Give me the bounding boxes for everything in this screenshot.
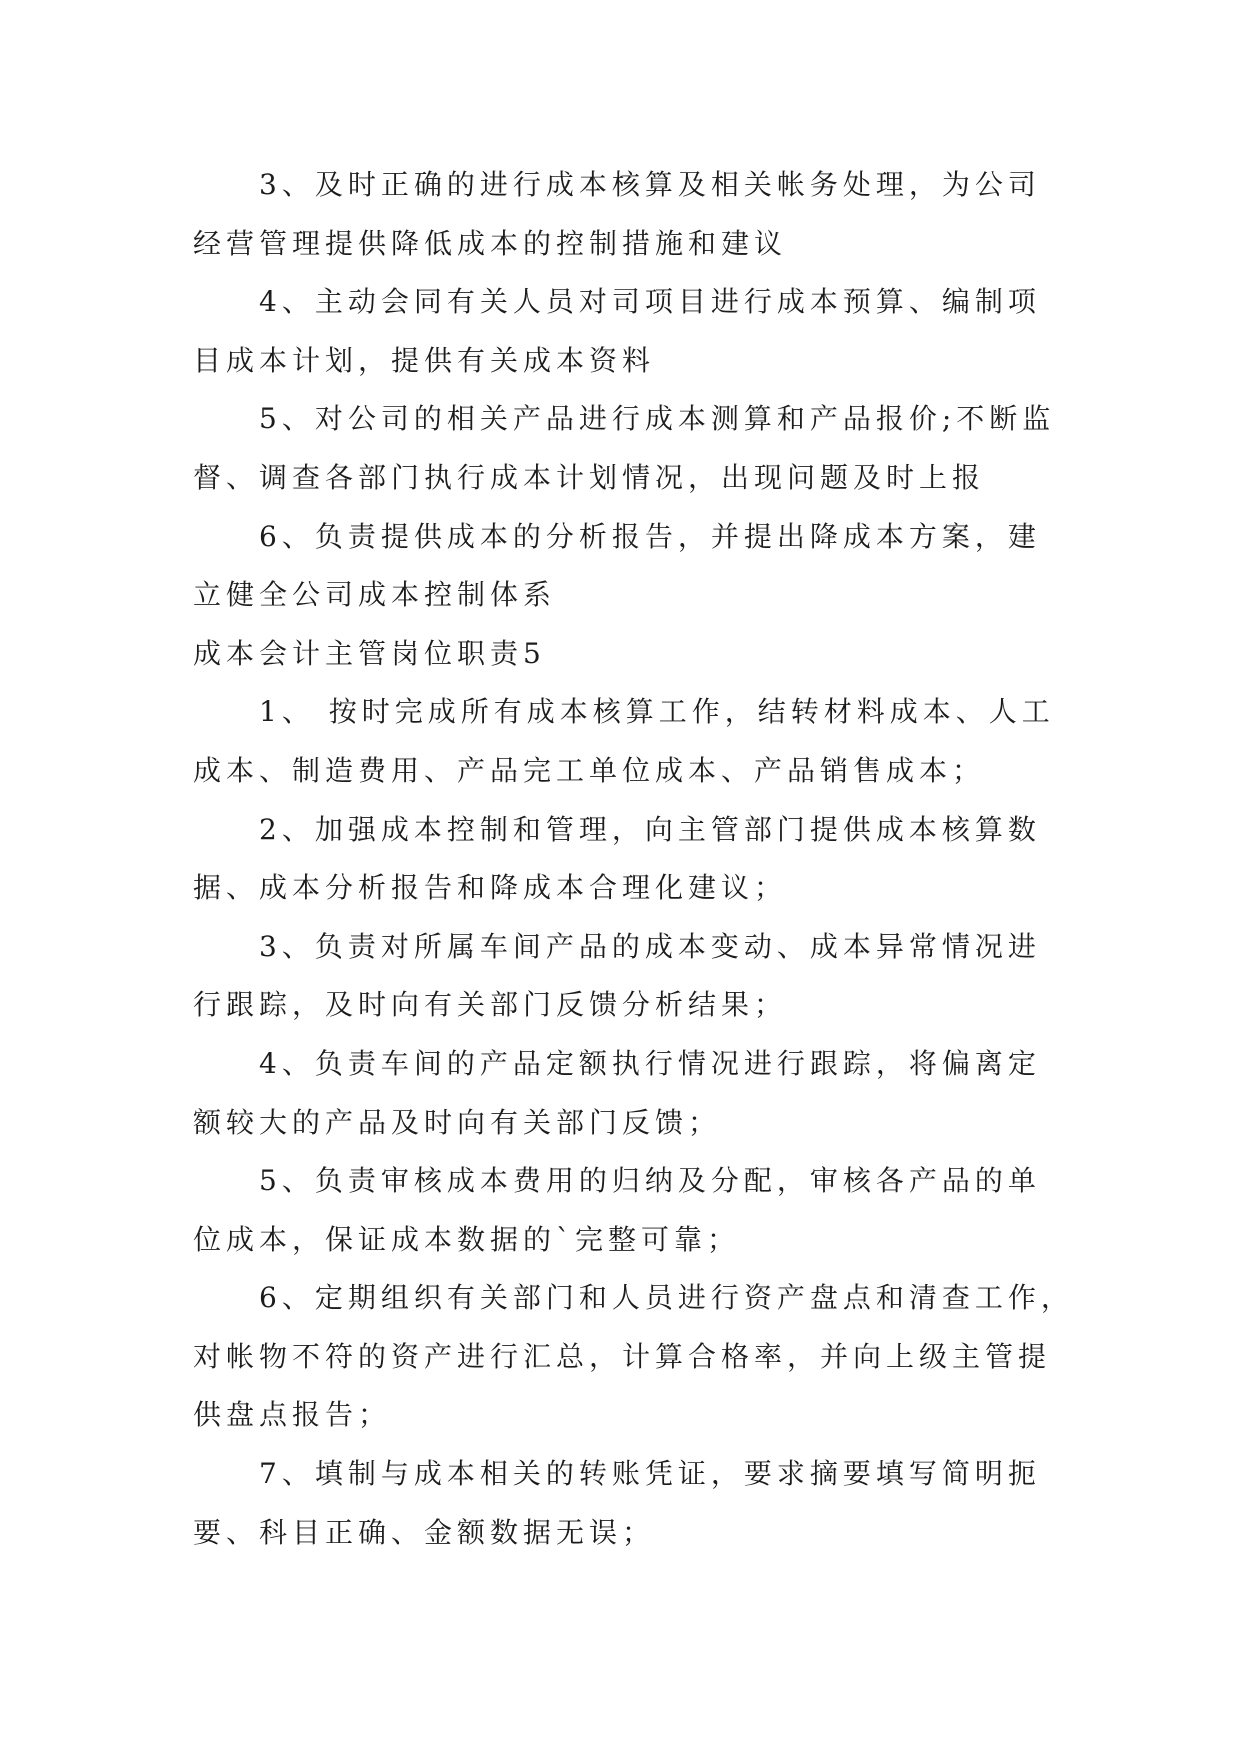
duty-list-section-b (193, 683, 1121, 1562)
list-item (193, 273, 1121, 390)
duty-list-section-a (193, 156, 1121, 625)
paragraph-line: 6、负责提供成本的分析报告，并提出降成本方案，建 (259, 519, 1041, 553)
paragraph-line: 6、定期组织有关部门和人员进行资产盘点和清查工作， (259, 1281, 1074, 1315)
list-item (193, 1269, 1121, 1445)
paragraph-line: 5、负责审核成本费用的归纳及分配，审核各产品的单 (259, 1164, 1041, 1198)
paragraph-line: 对帐物不符的资产进行汇总，计算合格率，并向上级主管提 (193, 1339, 1052, 1373)
list-item (193, 508, 1121, 625)
paragraph-line: 5、对公司的相关产品进行成本测算和产品报价;不断监 (259, 402, 1056, 436)
list-item (193, 918, 1121, 1035)
list-item (193, 156, 1121, 273)
paragraph-line: 督、调查各部门执行成本计划情况，出现问题及时上报 (193, 460, 986, 494)
list-item (193, 1035, 1121, 1152)
paragraph-line: 位成本，保证成本数据的`完整可靠； (193, 1222, 741, 1256)
section-heading: 成本会计主管岗位职责5 (193, 636, 546, 670)
list-item (193, 801, 1121, 918)
paragraph-line: 3、及时正确的进行成本核算及相关帐务处理，为公司 (259, 168, 1041, 201)
paragraph-line: 行跟踪，及时向有关部门反馈分析结果； (193, 988, 788, 1022)
list-item (193, 1445, 1121, 1562)
paragraph-line: 1、 按时完成所有成本核算工作，结转材料成本、人工 (259, 695, 1055, 729)
list-item (193, 1152, 1121, 1269)
paragraph-line: 经营管理提供降低成本的控制措施和建议 (193, 226, 788, 260)
paragraph-line: 额较大的产品及时向有关部门反馈； (193, 1105, 722, 1139)
paragraph-line: 目成本计划，提供有关成本资料 (193, 343, 656, 377)
list-item (193, 390, 1121, 507)
paragraph-line: 2、加强成本控制和管理，向主管部门提供成本核算数 (259, 812, 1041, 846)
paragraph-line: 成本、制造费用、产品完工单位成本、产品销售成本； (193, 753, 986, 787)
list-item (193, 683, 1121, 800)
paragraph-line: 据、成本分析报告和降成本合理化建议； (193, 871, 788, 905)
paragraph-line: 4、负责车间的产品定额执行情况进行跟踪，将偏离定 (259, 1046, 1041, 1080)
paragraph-line: 3、负责对所属车间产品的成本变动、成本异常情况进 (259, 929, 1041, 963)
paragraph-line: 4、主动会同有关人员对司项目进行成本预算、编制项 (259, 285, 1041, 319)
paragraph-line: 立健全公司成本控制体系 (193, 578, 557, 612)
paragraph-line: 7、填制与成本相关的转账凭证，要求摘要填写简明扼 (259, 1457, 1041, 1491)
paragraph-line: 要、科目正确、金额数据无误； (193, 1515, 656, 1549)
paragraph-line: 供盘点报告； (193, 1398, 392, 1432)
